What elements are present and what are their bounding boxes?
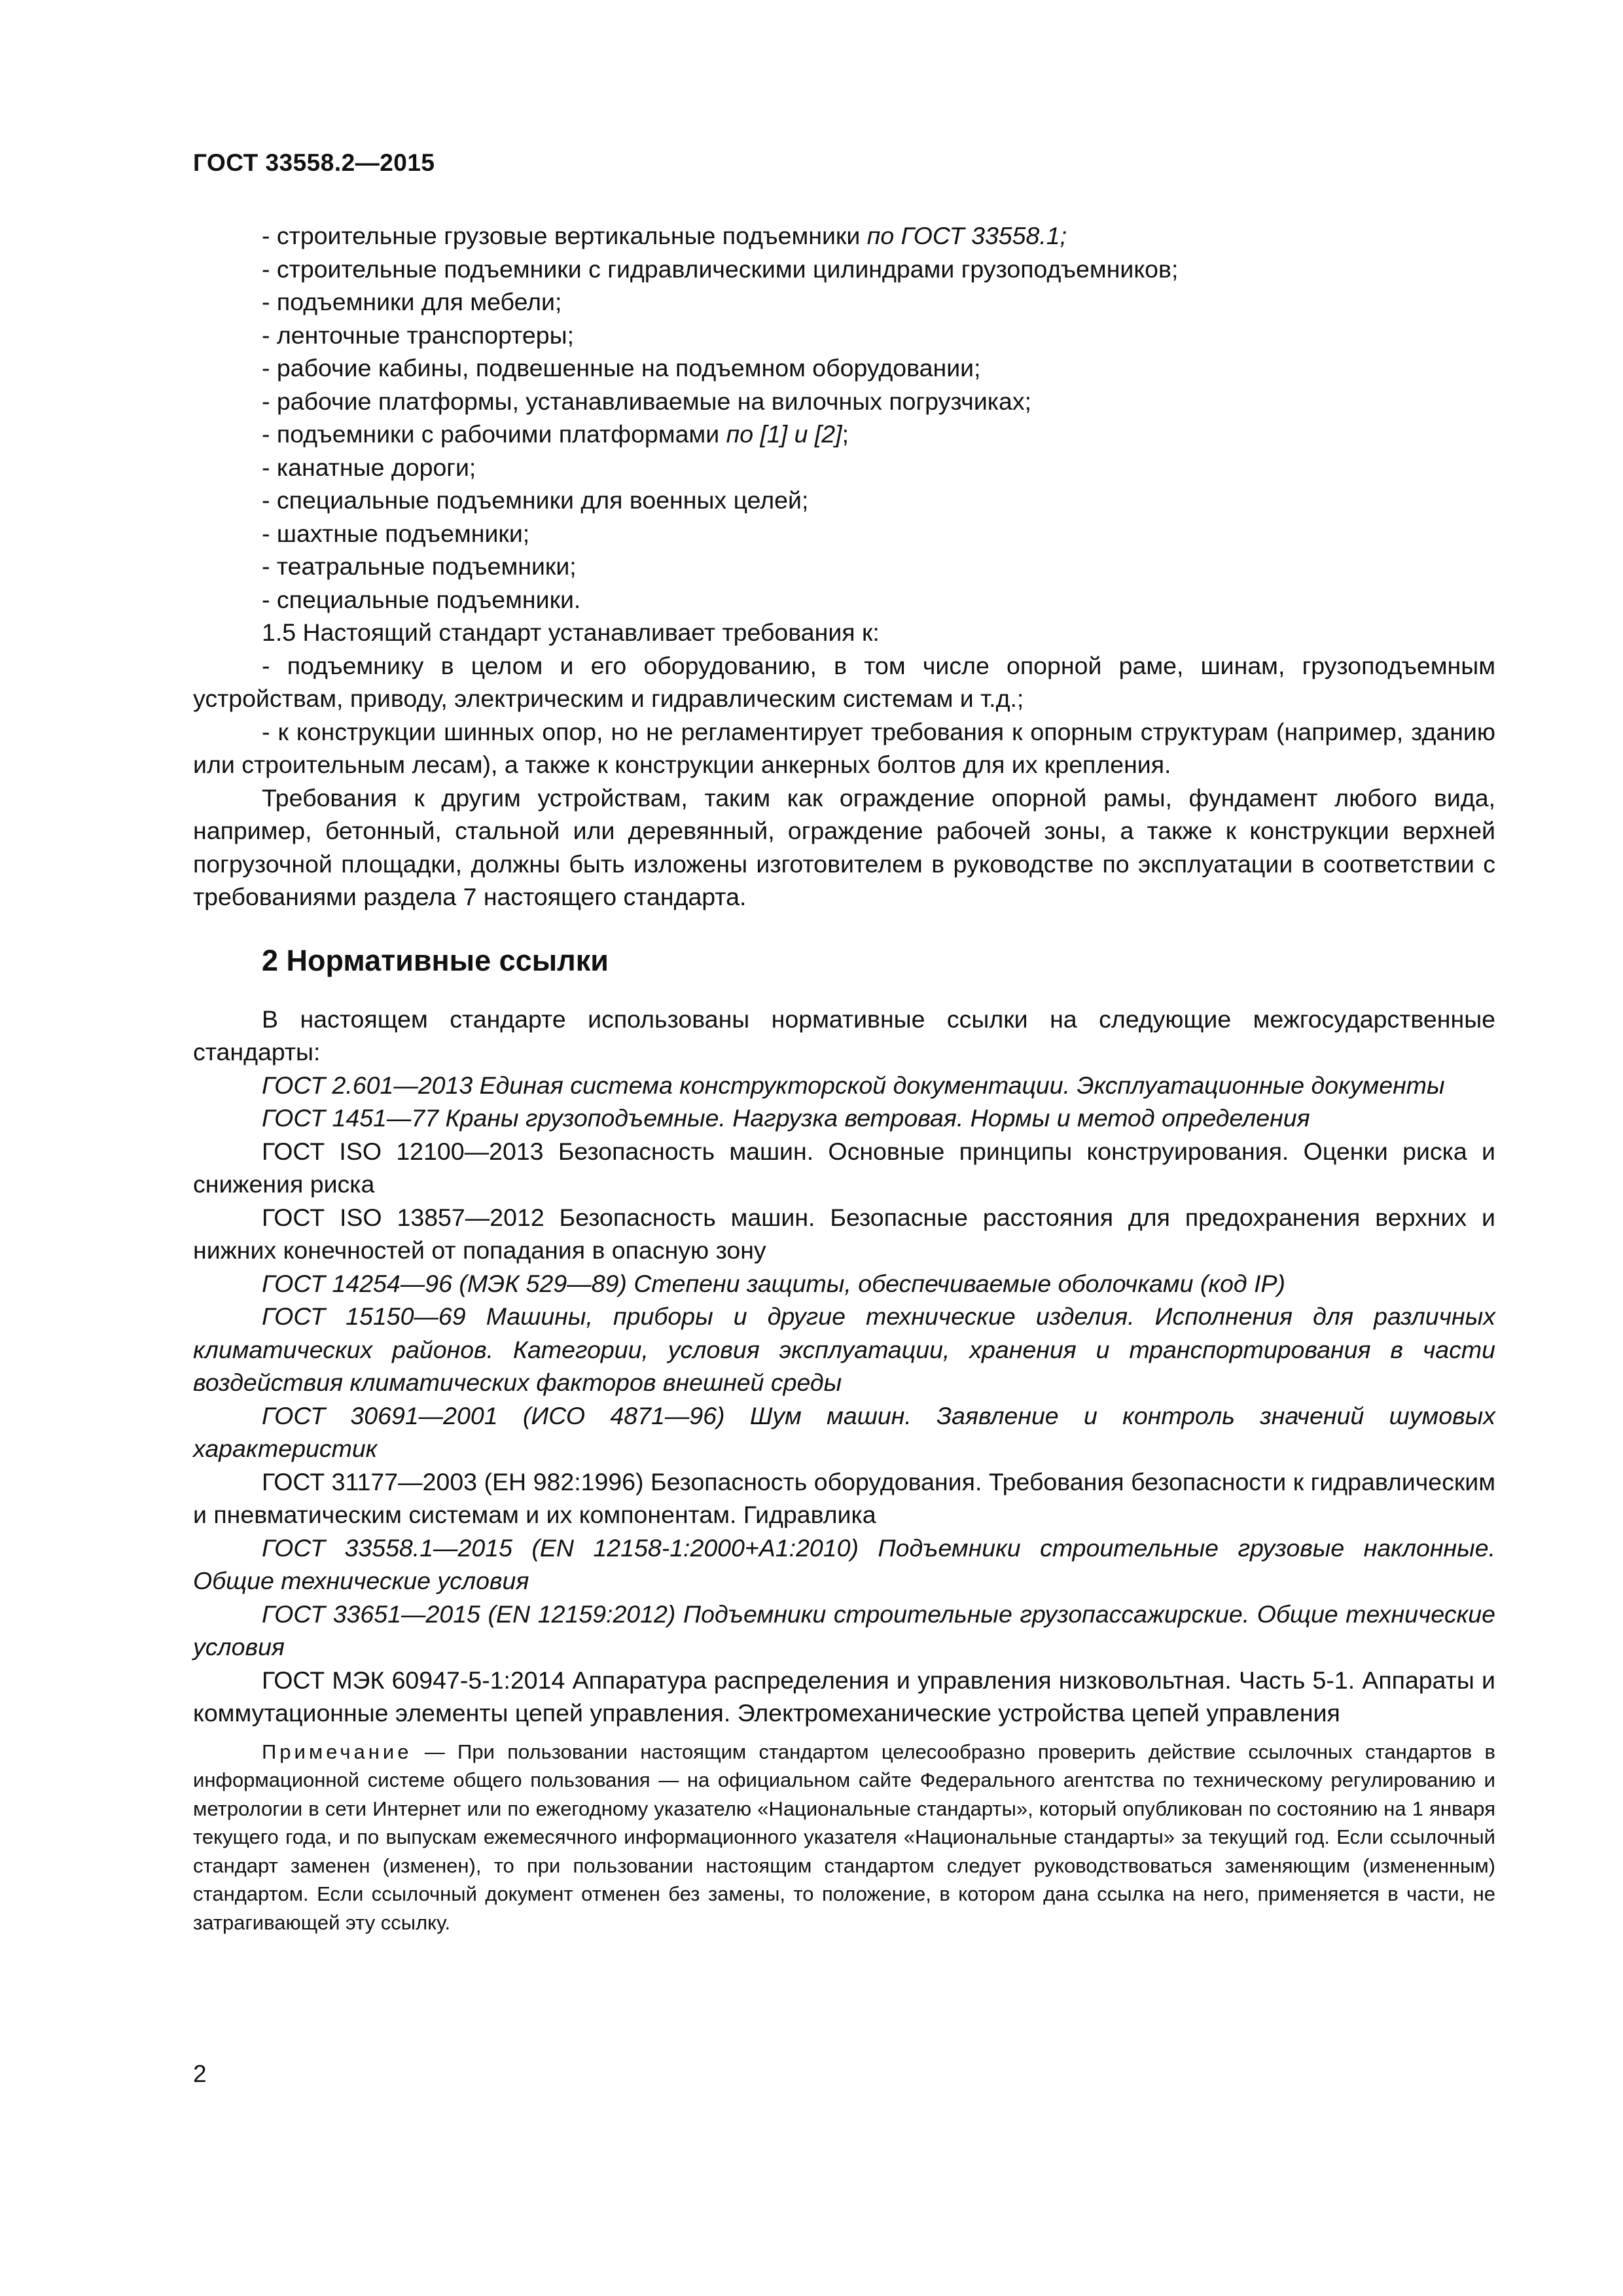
page-number: 2 [193, 2060, 207, 2087]
reference-item: ГОСТ 15150—69 Машины, приборы и другие технические изделия. Исполнения для различных климатических районов. Категории, условия эксплуатации, хранения и транспортирования в части воздействия климатических факторов внешней среды [193, 1302, 1495, 1396]
clause-1-5-intro: 1.5 Настоящий стандарт устанавливает требования к: [262, 619, 880, 646]
clause-1-5-paragraph: Требования к другим устройствам, таким как ограждение опорной рамы, фундамент любого вида, например, бетонный, стальной или деревянный, ограждение рабочей зоны, а также к конструкции верхней погрузочной площадки, должны быть изложены изготовителем в руководстве по эксплуатации в соответствии с требованиями раздела 7 настоящего стандарта. [193, 783, 1495, 910]
reference-item: ГОСТ 1451—77 Краны грузоподъемные. Нагрузка ветровая. Нормы и метод определения [262, 1104, 1310, 1132]
list-item: - специальные подъемники для военных целей; [262, 486, 809, 514]
list-item: - шахтные подъемники; [262, 519, 530, 547]
list-item: - ленточные транспортеры; [262, 321, 574, 349]
list-item: - рабочие кабины, подвешенные на подъемном оборудовании; [262, 354, 981, 382]
reference-item: ГОСТ 30691—2001 (ИСО 4871—96) Шум машин. Заявление и контроль значений шумовых характеристик [193, 1401, 1495, 1462]
scope-list [193, 219, 1495, 616]
list-item: - строительные грузовые вертикальные подъемники по ГОСТ 33558.1; [262, 222, 1067, 249]
reference-item: ГОСТ 14254—96 (МЭК 529—89) Степени защиты, обеспечиваемые оболочками (код IP) [262, 1269, 1285, 1297]
list-item: - специальные подъемники. [262, 585, 581, 613]
reference-item: ГОСТ ISO 12100—2013 Безопасность машин. Основные принципы конструирования. Оценки риска и снижения риска [193, 1137, 1495, 1198]
list-item: - подъемники для мебели; [262, 288, 562, 315]
reference-item: ГОСТ МЭК 60947-5-1:2014 Аппаратура распределения и управления низковольтная. Часть 5-1. Аппараты и коммутационные элементы цепей управления. Электромеханические устройства цепей управления [193, 1666, 1495, 1727]
list-item: - театральные подъемники; [262, 552, 577, 580]
section-intro: В настоящем стандарте использованы нормативные ссылки на следующие межгосударственные стандарты: [193, 1005, 1495, 1066]
document-body [193, 219, 1495, 1937]
document-header: ГОСТ 33558.2—2015 [193, 149, 435, 176]
note-label: Примечание [262, 1740, 412, 1763]
reference-item: ГОСТ 33651—2015 (EN 12159:2012) Подъемники строительные грузопассажирские. Общие технические условия [193, 1600, 1495, 1660]
list-item: - подъемники с рабочими платформами по [1] и [2]; [262, 420, 849, 448]
note-text: — При пользовании настоящим стандартом целесообразно проверить действие ссылочных стандартов в информационной системе общего пользования — на официальном сайте Федерального агентства по техническому регулированию и метрологии в сети Интернет или по ежегодному указателю «Национальные стандарты», который опубликован по состоянию на 1 января текущего года, и по выпускам ежемесячного информационного указателя «Национальные стандарты» за текущий год. Если ссылочный стандарт заменен (изменен), то при пользовании настоящим стандартом следует руководствоваться заменяющим (измененным) стандартом. Если ссылочный документ отменен без замены, то положение, в котором дана ссылка на него, применяется в части, не затрагивающей эту ссылку. [193, 1740, 1495, 1934]
list-item: - строительные подъемники с гидравлическими цилиндрами грузоподъемников; [262, 255, 1179, 283]
clause-1-5-item: - подъемнику в целом и его оборудованию, в том числе опорной раме, шинам, грузоподъемным устройствам, приводу, электрическим и гидравлическим системам и т.д.; [193, 651, 1495, 712]
clause-1-5-item: - к конструкции шинных опор, но не регламентирует требования к опорным структурам (например, зданию или строительным лесам), а также к конструкции анкерных болтов для их крепления. [193, 717, 1495, 778]
list-item: - рабочие платформы, устанавливаемые на вилочных погрузчиках; [262, 387, 1032, 415]
reference-item: ГОСТ 31177—2003 (ЕН 982:1996) Безопасность оборудования. Требования безопасности к гидравлическим и пневматическим системам и их компонентам. Гидравлика [193, 1467, 1495, 1528]
reference-item: ГОСТ 2.601—2013 Единая система конструкторской документации. Эксплуатационные документы [262, 1071, 1445, 1099]
reference-item: ГОСТ 33558.1—2015 (EN 12158-1:2000+A1:2010) Подъемники строительные грузовые наклонные. Общие технические условия [193, 1534, 1495, 1594]
normative-references-list [193, 1069, 1495, 1730]
reference-item: ГОСТ ISO 13857—2012 Безопасность машин. Безопасные расстояния для предохранения верхних и нижних конечностей от попадания в опасную зону [193, 1203, 1495, 1264]
section-title: 2 Нормативные ссылки [262, 943, 609, 977]
list-item: - канатные дороги; [262, 453, 476, 481]
note [193, 1738, 1495, 1937]
